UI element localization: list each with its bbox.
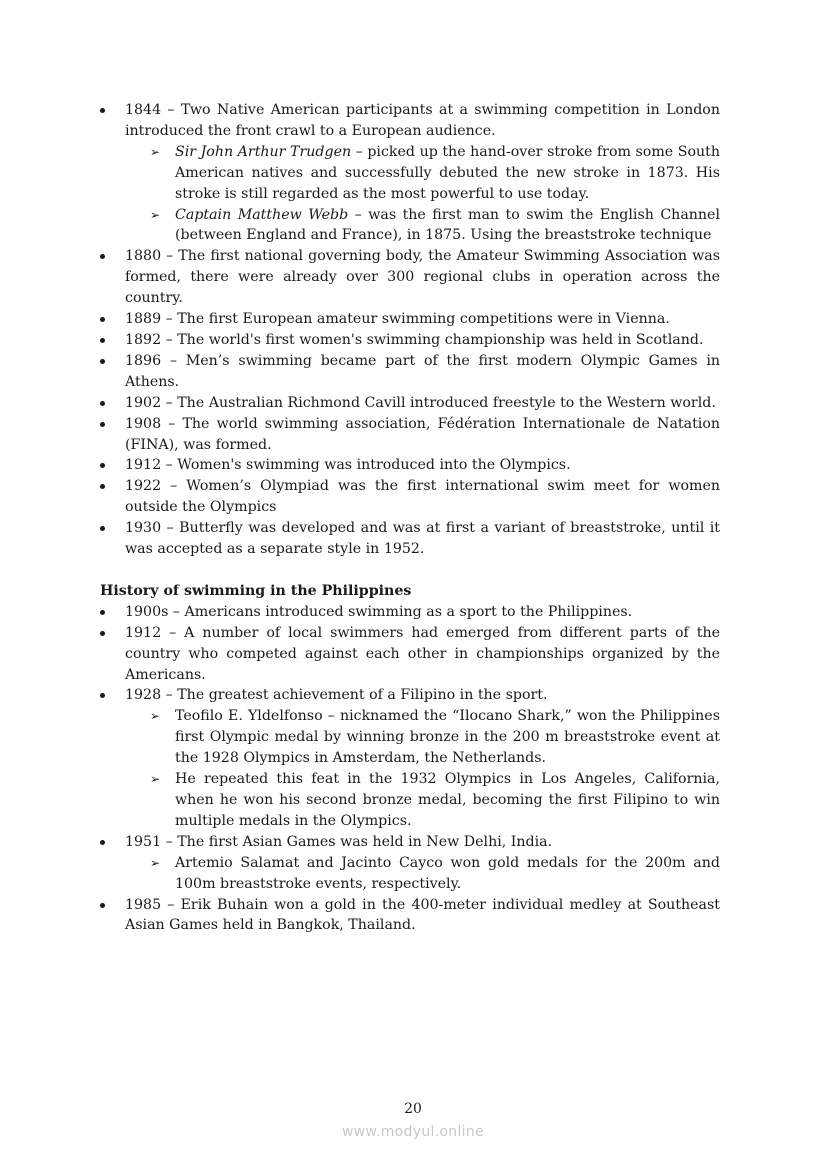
sub-list (125, 142, 720, 247)
list-item-text: 1908 – The world swimming association, Fédération Internationale de Natation (FINA), was formed. (125, 415, 720, 453)
sub-item-webb (125, 205, 720, 247)
section-heading: History of swimming in the Philippines (100, 582, 412, 599)
arrow-bullet-icon: ➢ (150, 772, 161, 787)
bullet-icon (100, 832, 110, 845)
list-item-1928 (100, 685, 720, 831)
swimming-history-list (100, 100, 720, 560)
bullet-icon (100, 602, 110, 615)
list-item-text: 1922 – Women’s Olympiad was the first international swim meet for women outside the Olympics (125, 478, 720, 516)
list-item-1844 (100, 100, 720, 246)
sub-item-trudgen (125, 142, 720, 205)
philippines-history-list (100, 602, 720, 937)
list-item-text: 1900s – Americans introduced swimming as a sport to the Philippines. (125, 603, 633, 620)
list-item-1902 (100, 393, 720, 414)
bullet-icon (100, 330, 110, 343)
bullet-icon (100, 895, 110, 908)
sub-item-text: – was the first man to swim the English Channel (between England and France), in 1875. Using the breaststroke technique (175, 206, 720, 244)
list-item-text: 1892 – The world's first women's swimming championship was held in Scotland. (125, 331, 704, 348)
sub-item-text: Teofilo E. Yldelfonso – nicknamed the “Ilocano Shark,” won the Philippines first Olympic medal by winning bronze in the 200 m breaststroke event at the 1928 Olympics in Amsterdam, the Netherlands. (175, 708, 720, 767)
bullet-icon (100, 351, 110, 364)
sub-item-text: He repeated this feat in the 1932 Olympics in Los Angeles, California, when he won his second bronze medal, becoming the first Filipino to win multiple medals in the Olympics. (175, 771, 720, 829)
list-item-1912 (100, 455, 720, 476)
list-item-text: 1896 – Men’s swimming became part of the first modern Olympic Games in Athens. (125, 352, 720, 390)
list-item-1951 (100, 832, 720, 895)
list-item-1922 (100, 476, 720, 518)
bullet-icon (100, 100, 110, 113)
list-item-text: 1844 – Two Native American participants at a swimming competition in London introduced the front crawl to a European audience. (125, 102, 720, 139)
person-name: Sir John Arthur Trudgen (175, 143, 352, 160)
bullet-icon (100, 414, 110, 427)
list-item-1889 (100, 309, 720, 330)
bullet-icon (100, 685, 110, 698)
sub-item-yldelfonso (125, 706, 720, 769)
list-item-text: 1902 – The Australian Richmond Cavill introduced freestyle to the Western world. (125, 394, 716, 411)
list-item-1930 (100, 518, 720, 560)
bullet-icon (100, 476, 110, 489)
arrow-bullet-icon: ➢ (150, 855, 161, 870)
sub-item-text: – picked up the hand-over stroke from some South American natives and successfully debuted the new stroke in 1873. His stroke is still regarded as the most powerful to use today. (175, 143, 721, 202)
sub-item-text: Artemio Salamat and Jacinto Cayco won gold medals for the 200m and 100m breaststroke events, respectively. (175, 854, 720, 892)
list-item-text: 1880 – The first national governing body, the Amateur Swimming Association was formed, there were already over 300 regional clubs in operation across the country. (125, 248, 720, 307)
list-item-text: 1912 – A number of local swimmers had emerged from different parts of the country who competed against each other in championships organized by the Americans. (125, 624, 720, 683)
list-item-1896 (100, 351, 720, 393)
bullet-icon (100, 393, 110, 406)
bullet-icon (100, 455, 110, 468)
bullet-icon (100, 518, 110, 531)
bullet-icon (100, 309, 110, 322)
bullet-icon (100, 246, 110, 259)
person-name: Captain Matthew Webb (175, 206, 349, 223)
list-item-1880 (100, 246, 720, 309)
list-item-text: 1930 – Butterfly was developed and was at first a variant of breaststroke, until it was accepted as a separate style in 1952. (125, 520, 720, 558)
bullet-icon (100, 623, 110, 636)
watermark: www.modyul.online (342, 1124, 484, 1140)
list-item-text: 1985 – Erik Buhain won a gold in the 400-meter individual medley at Southeast Asian Games held in Bangkok, Thailand. (125, 896, 720, 934)
sub-item-1932 (125, 769, 720, 832)
list-item-text: 1951 – The first Asian Games was held in New Delhi, India. (125, 833, 553, 850)
page-content (100, 100, 720, 936)
list-item-1900s (100, 602, 720, 623)
list-item-text: 1889 – The first European amateur swimming competitions were in Vienna. (125, 311, 670, 328)
page-number: 20 (404, 1101, 422, 1117)
list-item-text: 1912 – Women's swimming was introduced into the Olympics. (125, 457, 571, 474)
list-item-1892 (100, 330, 720, 351)
list-item-1985 (100, 895, 720, 937)
arrow-bullet-icon: ➢ (150, 709, 161, 724)
sub-list (125, 706, 720, 831)
list-item-text: 1928 – The greatest achievement of a Filipino in the sport. (125, 687, 548, 704)
list-item-1912-ph (100, 623, 720, 686)
list-item-1908 (100, 414, 720, 456)
sub-list (125, 853, 720, 895)
arrow-bullet-icon: ➢ (150, 207, 161, 222)
arrow-bullet-icon: ➢ (150, 144, 161, 159)
sub-item-salamat-cayco (125, 853, 720, 895)
